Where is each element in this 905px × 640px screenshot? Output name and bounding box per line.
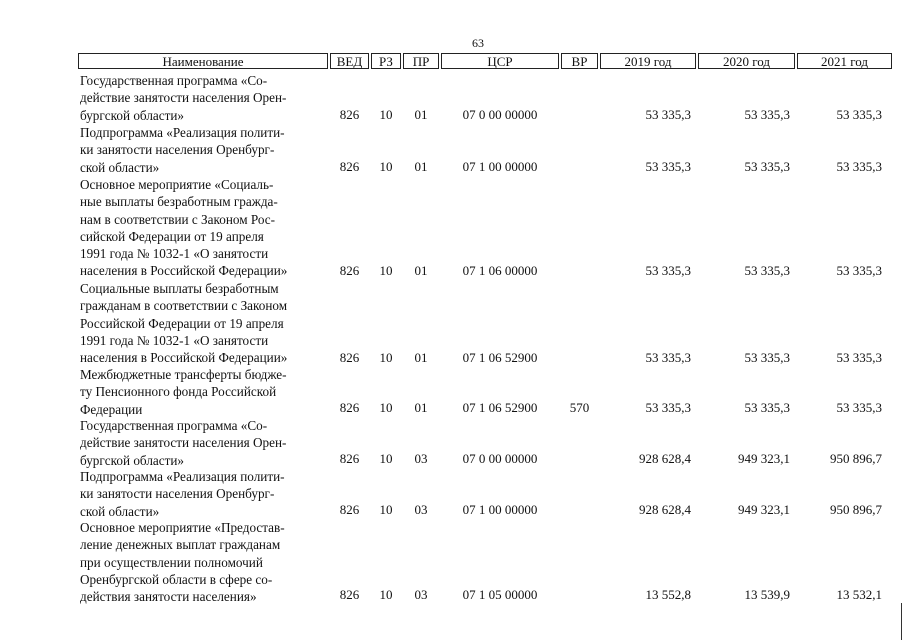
row-name-line: сийской Федерации от 19 апреля: [80, 228, 264, 244]
row-name-line: 1991 года № 1032-1 «О занятости: [80, 246, 269, 262]
row-name-line: Межбюджетные трансферты бюдже-: [80, 367, 287, 382]
row-name-line: ление денежных выплат гражданам: [80, 537, 281, 553]
row-2020: 53 335,3: [744, 263, 790, 278]
row-pr: 03: [414, 502, 428, 517]
row-name-line: ту Пенсионного фонда Российской: [80, 384, 277, 400]
row-name-line: гражданам в соответствии с Законом: [80, 298, 288, 314]
row-name-line: ки занятости населения Оренбург-: [80, 142, 275, 158]
row-2021: 53 335,3: [836, 159, 882, 174]
row-ved: 826: [339, 451, 360, 466]
row-name-line: Российской Федерации от 19 апреля: [80, 315, 284, 331]
row-2020: 949 323,1: [738, 451, 790, 466]
row-name-line: Государственная программа «Со-: [80, 73, 268, 88]
row-name-line: Основное мероприятие «Предостав-: [80, 520, 285, 535]
row-csr: 07 1 06 52900: [462, 350, 538, 365]
row-name-line: населения в Российской Федерации»: [80, 350, 288, 366]
row-vr: 570: [569, 400, 590, 415]
row-csr: 07 1 06 52900: [462, 400, 538, 415]
row-csr: 07 1 06 00000: [462, 263, 538, 278]
row-rz: 10: [379, 451, 393, 466]
row-2019: 928 628,4: [639, 502, 691, 517]
row-2021: 13 532,1: [836, 587, 882, 602]
header-2020: 2020 год: [698, 53, 795, 69]
row-name-line: ской области»: [80, 503, 160, 519]
row-name-line: населения в Российской Федерации»: [80, 263, 288, 279]
row-ved: 826: [339, 159, 360, 174]
row-2020: 53 335,3: [744, 107, 790, 122]
header-csr: ЦСР: [441, 53, 559, 69]
row-rz: 10: [379, 502, 393, 517]
row-name-line: бургской области»: [80, 107, 185, 123]
row-name-line: Основное мероприятие «Социаль-: [80, 177, 274, 192]
header-pr: ПР: [403, 53, 439, 69]
row-ved: 826: [339, 107, 360, 122]
row-name-line: при осуществлении полномочий: [80, 554, 263, 570]
row-name-line: ской области»: [80, 159, 160, 175]
row-rz: 10: [379, 587, 393, 602]
row-name-line: ные выплаты безработным гражда-: [80, 194, 278, 210]
row-2019: 928 628,4: [639, 451, 691, 466]
row-csr: 07 0 00 00000: [462, 107, 538, 122]
row-2020: 53 335,3: [744, 350, 790, 365]
row-2019: 53 335,3: [645, 350, 691, 365]
row-pr: 01: [414, 263, 428, 278]
row-name: [80, 280, 324, 366]
row-2021: 950 896,7: [830, 451, 882, 466]
row-2020: 13 539,9: [744, 587, 790, 602]
row-ved: 826: [339, 400, 360, 415]
row-name-line: ки занятости населения Оренбург-: [80, 486, 275, 502]
row-name-line: Оренбургской области в сфере со-: [80, 571, 273, 587]
row-pr: 01: [414, 400, 428, 415]
row-name-line: бургской области»: [80, 452, 185, 468]
row-pr: 03: [414, 587, 428, 602]
row-pr: 01: [414, 107, 428, 122]
row-2021: 53 335,3: [836, 263, 882, 278]
row-ved: 826: [339, 587, 360, 602]
row-name-line: Государственная программа «Со-: [80, 418, 268, 433]
row-2019: 53 335,3: [645, 107, 691, 122]
header-2021: 2021 год: [797, 53, 892, 69]
row-name-line: Федерации: [80, 401, 143, 417]
row-csr: 07 0 00 00000: [462, 451, 538, 466]
row-pr: 01: [414, 350, 428, 365]
row-2020: 53 335,3: [744, 400, 790, 415]
row-2019: 53 335,3: [645, 159, 691, 174]
row-name: [80, 124, 324, 176]
row-name: [80, 72, 324, 124]
row-name: [80, 366, 324, 418]
row-2019: 13 552,8: [645, 587, 691, 602]
row-ved: 826: [339, 350, 360, 365]
row-pr: 03: [414, 451, 428, 466]
page-number: 63: [472, 36, 484, 50]
header-name: Наименование: [78, 53, 328, 69]
row-2020: 53 335,3: [744, 159, 790, 174]
row-rz: 10: [379, 350, 393, 365]
row-name-line: Подпрограмма «Реализация полити-: [80, 469, 285, 484]
row-csr: 07 1 00 00000: [462, 502, 538, 517]
row-name-line: действия занятости населения»: [80, 589, 257, 605]
row-2021: 53 335,3: [836, 400, 882, 415]
row-name-line: 1991 года № 1032-1 «О занятости: [80, 332, 269, 348]
row-pr: 01: [414, 159, 428, 174]
row-name: [80, 417, 324, 469]
row-ved: 826: [339, 502, 360, 517]
header-rz: РЗ: [371, 53, 401, 69]
row-name: [80, 519, 324, 605]
row-name: [80, 176, 324, 280]
row-rz: 10: [379, 263, 393, 278]
row-name-line: Социальные выплаты безработным: [80, 281, 279, 296]
row-csr: 07 1 00 00000: [462, 159, 538, 174]
row-name-line: Подпрограмма «Реализация полити-: [80, 125, 285, 140]
row-2021: 53 335,3: [836, 107, 882, 122]
row-2019: 53 335,3: [645, 400, 691, 415]
row-2019: 53 335,3: [645, 263, 691, 278]
row-2021: 53 335,3: [836, 350, 882, 365]
row-csr: 07 1 05 00000: [462, 587, 538, 602]
row-2020: 949 323,1: [738, 502, 790, 517]
row-rz: 10: [379, 107, 393, 122]
page-edge-line: [901, 603, 902, 640]
row-name: [80, 468, 324, 520]
row-ved: 826: [339, 263, 360, 278]
row-name-line: действие занятости населения Орен-: [80, 435, 287, 451]
header-2019: 2019 год: [600, 53, 696, 69]
header-vr: ВР: [561, 53, 598, 69]
row-2021: 950 896,7: [830, 502, 882, 517]
header-ved: ВЕД: [330, 53, 369, 69]
row-rz: 10: [379, 159, 393, 174]
row-rz: 10: [379, 400, 393, 415]
row-name-line: нам в соответствии с Законом Рос-: [80, 211, 276, 227]
row-name-line: действие занятости населения Орен-: [80, 90, 287, 106]
